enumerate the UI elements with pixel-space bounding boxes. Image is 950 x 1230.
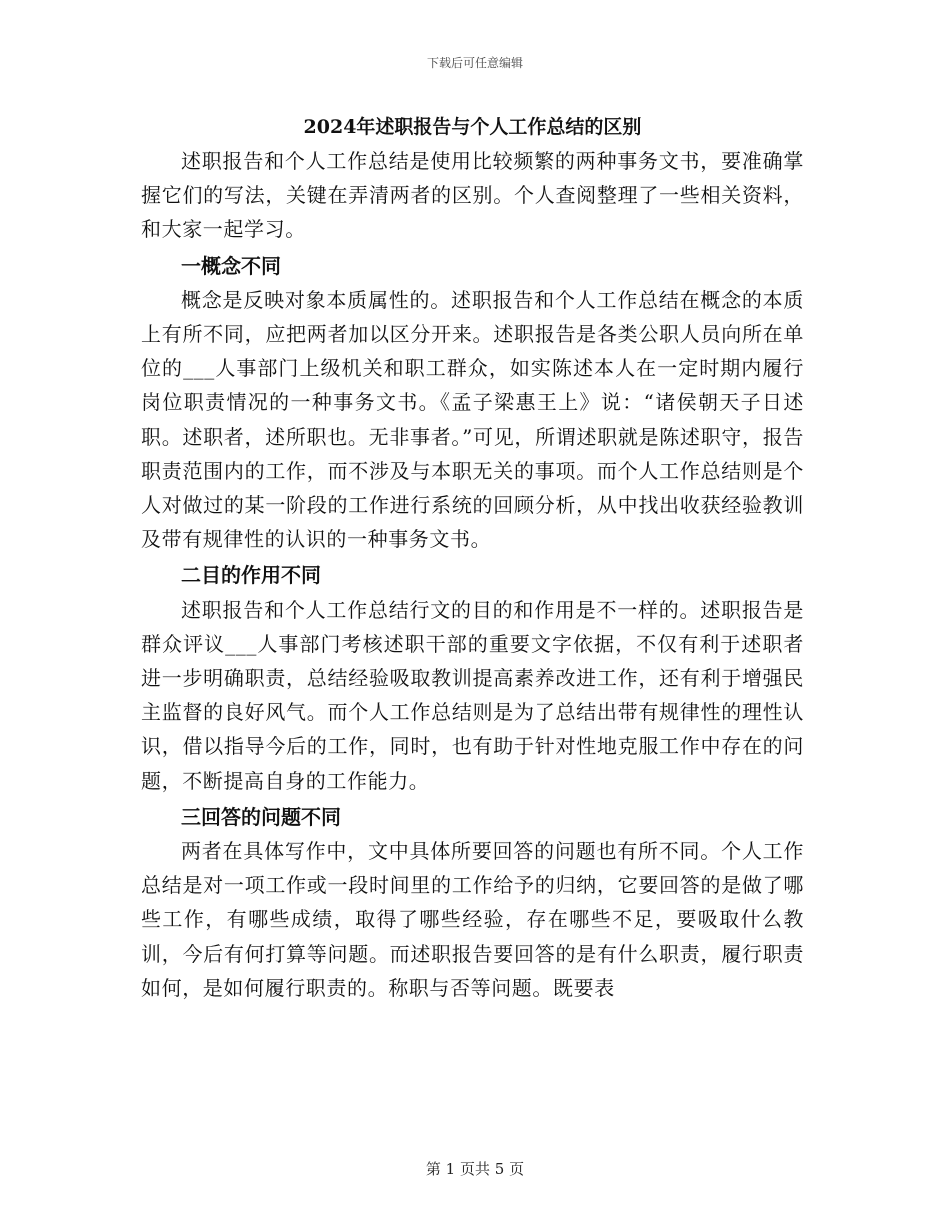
intro-paragraph: 述职报告和个人工作总结是使用比较频繁的两种事务文书，要准确掌握它们的写法，关键在弄清两者的区别。个人查阅整理了一些相关资料，和大家一起学习。 [141, 149, 804, 242]
section-paragraph-purpose: 述职报告和个人工作总结行文的目的和作用是不一样的。述职报告是群众评议___人事部门考核述职干部的重要文字依据，不仅有利于述职者进一步明确职责，总结经验吸取教训提高素养改进工作，还有利于增强民主监督的良好风气。而个人工作总结则是为了总结出带有规律性的理性认识，借以指导今后的工作，同时，也有助于针对性地克服工作中存在的问题，不断提高自身的工作能力。 [141, 597, 804, 793]
section-heading-questions: 三回答的问题不同 [181, 804, 341, 829]
document-body [141, 112, 804, 1005]
document-title: 2024年述职报告与个人工作总结的区别 [303, 116, 642, 138]
section-paragraph-concept: 概念是反映对象本质属性的。述职报告和个人工作总结在概念的本质上有所不同，应把两者加以区分开来。述职报告是各类公职人员向所在单位的___人事部门上级机关和职工群众，如实陈述本人在一定时期内履行岗位职责情况的一种事务文书。《孟子梁惠王上》说：“诸侯朝天子日述职。述职者，述所职也。无非事者。”可见，所谓述职就是陈述职守，报告职责范围内的工作，而不涉及与本职无关的事项。而个人工作总结则是个人对做过的某一阶段的工作进行系统的回顾分析，从中找出收获经验教训及带有规律性的认识的一种事务文书。 [141, 287, 804, 552]
section-heading-purpose: 二目的作用不同 [181, 563, 321, 588]
section-paragraph-questions: 两者在具体写作中，文中具体所要回答的问题也有所不同。个人工作总结是对一项工作或一段时间里的工作给予的归纳，它要回答的是做了哪些工作，有哪些成绩，取得了哪些经验，存在哪些不足，要吸取什么教训，今后有何打算等问题。而述职报告要回答的是有什么职责，履行职责如何，是如何履行职责的。称职与否等问题。既要表 [141, 839, 804, 1000]
page-header-note: 下载后可任意编辑 [426, 56, 523, 70]
page-number: 第 1 页共 5 页 [425, 1160, 525, 1178]
section-heading-concept: 一概念不同 [181, 253, 281, 278]
